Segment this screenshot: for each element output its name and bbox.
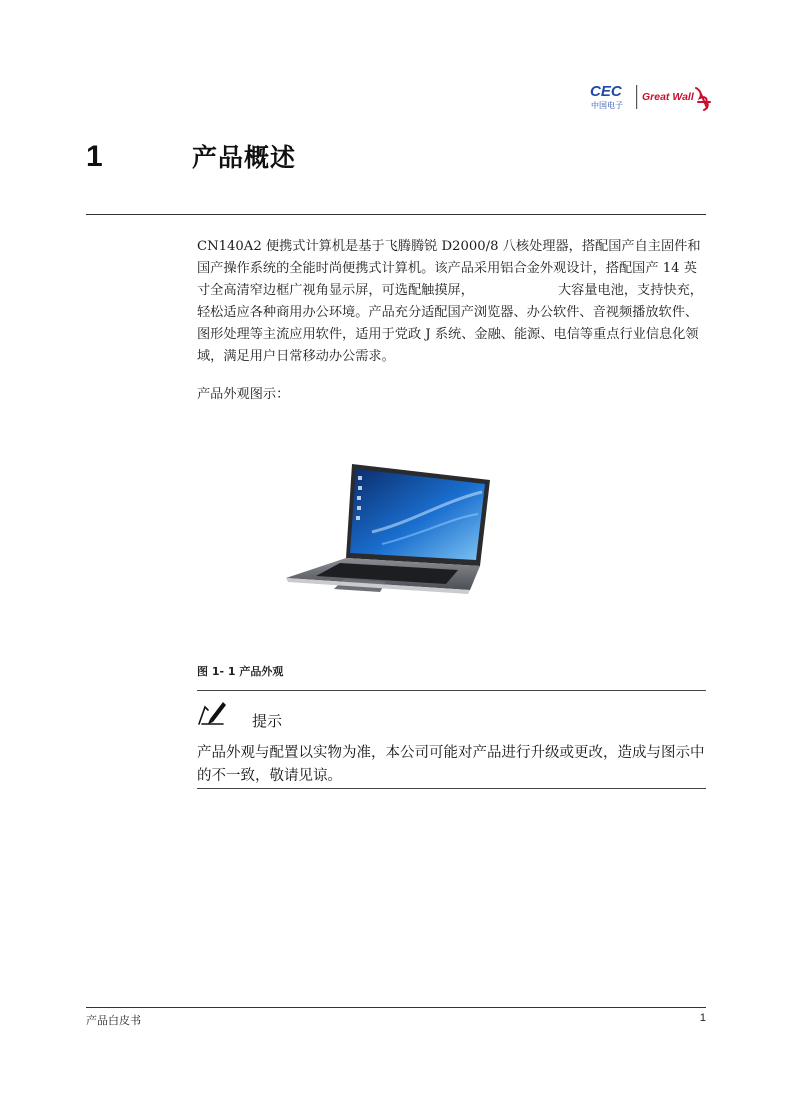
appearance-caption: 产品外观图示： (197, 387, 290, 402)
chapter-divider (86, 214, 706, 215)
pencil-note-icon (196, 697, 228, 727)
cec-greatwall-logo (588, 80, 720, 114)
note-bottom-rule (197, 788, 706, 789)
footer-divider (86, 1007, 706, 1008)
footer-document-title: 产品白皮书 (86, 1014, 141, 1027)
logo-greatwall-text: Great Wall (642, 91, 694, 103)
intro-text-part-2: 大容量电池，支持快充，轻松适应各种商用办公环境。产品充分适配国产浏览器、办公软件、音视频播放软件、图形处理等主流应用软件，适用于党政 J 系统、金融、能源、电信等重点行业信息化领域，满足用户日常移动办公需求。 (197, 283, 703, 364)
chapter-title: 产品概述 (192, 143, 297, 172)
note-title: 提示 (252, 712, 283, 730)
laptop-product-image (282, 462, 500, 602)
note-top-rule (197, 690, 706, 691)
greatwall-mark-icon (696, 88, 710, 110)
logo-divider (636, 85, 637, 109)
logo-cec-text: CEC (590, 83, 622, 100)
footer-page-number: 1 (699, 1012, 706, 1024)
intro-text-part-1: CN140A2 便携式计算机是基于飞腾腾锐 D2000/8 八核处理器，搭配国产自主固件和国产操作系统的全能时尚便携式计算机。该产品采用铝合金外观设计，搭配国产 14 英寸全高清窄边框广视角显示屏，可选配触摸屏， (197, 239, 701, 298)
note-body: 产品外观与配置以实物为准，本公司可能对产品进行升级或更改，造成与图示中的不一致，敬请见谅。 (197, 745, 705, 784)
logo-cec-cn-text: 中国电子 (591, 101, 623, 110)
intro-paragraph (197, 236, 709, 368)
chapter-number: 1 (86, 140, 103, 173)
figure-caption: 图 1- 1 产品外观 (197, 665, 284, 678)
